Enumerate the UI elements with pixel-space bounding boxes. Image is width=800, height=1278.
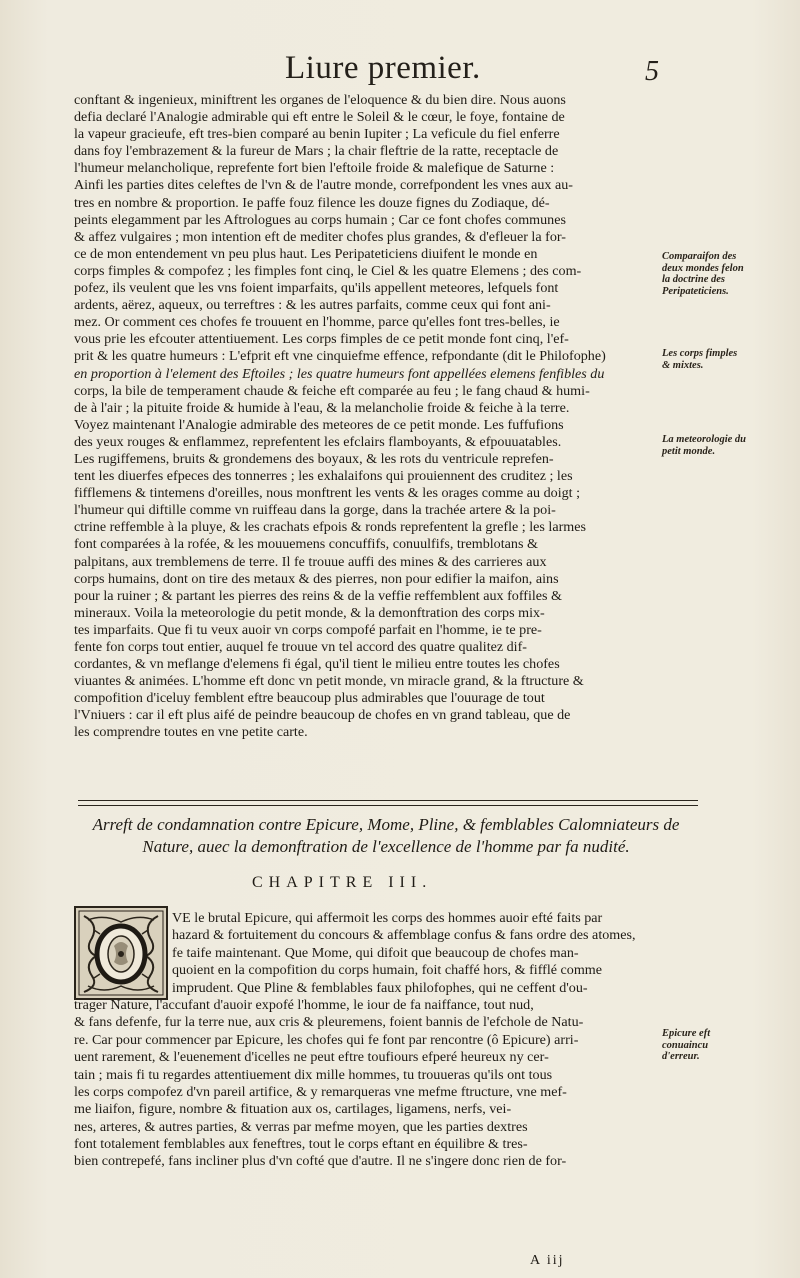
text-line: VE le brutal Epicure, qui affermoit les corps des hommes auoir efté faits par	[172, 910, 603, 926]
text-line: font totalement femblables aux feneftres, tout le corps eftant en équilibre & tres-	[74, 1136, 528, 1153]
text-line: Ainfi les parties dites celeftes de l'vn & de l'autre monde, correfpondent les vnes aux au-	[74, 177, 573, 194]
text-line: peints elegamment par les Aftrologues au corps humain ; Car ce font chofes communes	[74, 211, 566, 228]
text-line: font comparées à la rofée, & les mouuemens concuffifs, conuulfifs, tremblotans &	[74, 536, 538, 553]
text-line: conftant & ingenieux, miniftrent les organes de l'eloquence & du bien dire. Nous auons	[74, 92, 566, 108]
text-line: quoient en la compofition du corps humain, foit chaffé hors, & fifflé comme	[172, 962, 603, 979]
text-line: bien contrepefé, fans incliner plus d'vn cofté que d'autre. Il ne s'ingere donc rien de for-	[74, 1153, 567, 1170]
text-line: des yeux rouges & enflammez, reprefentent les efclairs flamboyants, & efpouuatables.	[74, 433, 562, 450]
body-text	[74, 92, 660, 742]
page-number: 5	[645, 56, 659, 87]
text-line: l'Vniuers : car il eft plus aifé de peindre beaucoup de chofes en vn grand tableau, que de	[74, 707, 571, 724]
section-divider	[78, 800, 698, 806]
text-line: ardents, aërez, aqueux, ou terreftres : & les autres parfaits, comme ceux qui font ani-	[74, 297, 551, 314]
text-line: pofez, ils veulent que les vns foient imparfaits, qu'ils appellent meteores, lefquels font	[74, 280, 559, 297]
text-line: palpitans, aux tremblemens de terre. Il fe trouue auffi des mines & des carrieres aux	[74, 553, 547, 570]
text-line: les corps compofez d'vn pareil artifice, & y remarqueras vne mefme ftructure, vne mef-	[74, 1083, 567, 1100]
text-line: defia declaré l'Analogie admirable qui eft entre le Soleil & le cœur, le foye, fontaine de	[74, 109, 565, 126]
running-title: Liure premier.	[285, 50, 481, 86]
text-line: uent rarement, & l'euenement d'icelles ne peut eftre toufiours efperé heureux ny cer-	[74, 1049, 549, 1066]
text-line: cordantes, & vn meflange d'elemens fi égal, qu'il tient le milieu entre toutes les chofes	[74, 656, 560, 673]
text-line: pour la ruiner ; & partant les pierres des reins & de la veffie reffemblent aux foffiles &	[74, 587, 563, 604]
text-line: l'humeur qui diftille comme vn ruiffeau dans la gorge, dans la trachée artere & la poi-	[74, 502, 556, 519]
signature-mark: A iij	[530, 1253, 565, 1268]
margin-note: Les corps fimples & mixtes.	[662, 348, 738, 371]
text-line: me liaifon, figure, nombre & fituation aux os, cartilages, ligamens, nerfs, vei-	[74, 1101, 512, 1118]
text-line: hazard & fortuitement du concours & affemblage confus & fans ordre des atomes,	[172, 927, 636, 944]
text-line: dans foy l'embrazement & la fureur de Mars ; la chair fleftrie de la ratte, receptacle de	[74, 143, 559, 160]
text-line: compofition d'iceluy femblent eftre beaucoup plus admirables que l'ouurage de tout	[74, 690, 545, 707]
section-heading	[76, 814, 696, 858]
text-line: de à l'air ; la pituite froide & humide à l'eau, & la melancholie froide & feiche à la terre.	[74, 399, 570, 416]
text-line-italic: en proportion à l'element des Eftoiles ; les quatre humeurs font appellées elemens fenfibles du	[74, 365, 605, 382]
margin-note: Comparaifon des deux mondes felon la doctrine des Peripateticiens.	[662, 251, 744, 297]
text-line: Les rugiffemens, bruits & grondemens des boyaux, & les rots du ventricule reprefen-	[74, 450, 554, 467]
text-line: trager Nature, l'accufant d'auoir expofé l'homme, le iour de fa naiffance, tout nud,	[74, 996, 534, 1013]
text-line: re. Car pour commencer par Epicure, les chofes qui fe font par rencontre (ô Epicure) arri-	[74, 1031, 579, 1048]
text-line: fe taife maintenant. Que Mome, qui difoit que beaucoup de chofes man-	[172, 944, 579, 961]
margin-note: La meteorologie du petit monde.	[662, 434, 746, 457]
text-line: mineraux. Voila la meteorologie du petit monde, & la demonftration des corps mix-	[74, 604, 545, 621]
text-line: imprudent. Que Pline & femblables faux philofophes, qui ne ceffent d'ou-	[172, 979, 588, 996]
text-line: tent les diuerfes efpeces des tonnerres ; les exhalaifons qui prouiennent des cruditez ; les	[74, 468, 573, 485]
text-line: mez. Or comment ces chofes fe trouuent en l'homme, parce qu'elles font tres-belles, ie	[74, 314, 560, 331]
text-line-italic: prit & les quatre humeurs : L'efprit eft vne cinquiefme effence, refpondante (dit le Philofophe)	[74, 348, 606, 365]
running-head	[0, 50, 800, 90]
section-heading-line: Arreft de condamnation contre Epicure, Mome, Pline, & femblables Calomniateurs de	[92, 815, 680, 834]
text-line: ce de mon entendement vn peu plus haut. Les Peripateticiens diuifent le monde en	[74, 245, 538, 262]
text-line: tes imparfaits. Que fi tu veux auoir vn corps compofé parfait en l'homme, ie te pre-	[74, 621, 542, 638]
text-line: corps fimples & compofez ; les fimples font cinq, le Ciel & les quatre Elemens ; des com-	[74, 262, 582, 279]
margin-note: Epicure eft conuaincu d'erreur.	[662, 1028, 711, 1062]
text-line: fente fon corps tout entier, auquel fe trouue vn tel accord des quatre qualitez dif-	[74, 639, 527, 655]
text-line: viuantes & animées. L'homme eft donc vn petit monde, vn miracle grand, & la ftructure &	[74, 673, 584, 690]
text-line: tres en nombre & proportion. Ie paffe fouz filence les douze fignes du Zodiaque, dé-	[74, 194, 550, 211]
text-line: les comprendre toutes en vne petite carte.	[74, 724, 308, 741]
text-line: ctrine reffemble à la pluye, & les crachats efpois & ronds reprefentent la grefle ; les larmes	[74, 519, 586, 536]
chapter-label: CHAPITRE III.	[252, 874, 433, 891]
text-line: & affez vulgaires ; mon intention eft de mediter chofes plus grandes, & d'efleuer la for-	[74, 228, 566, 245]
section-heading-line: Nature, auec la demonftration de l'excellence de l'homme par fa nudité.	[142, 837, 630, 856]
text-line: tain ; mais fi tu regardes attentiuement dix mille hommes, tu trouueras qu'ils ont tous	[74, 1066, 553, 1083]
text-line: corps, la bile de temperament chaude & feiche eft comparée au feu ; le fang chaud & humi-	[74, 382, 590, 399]
chapter-text	[74, 910, 660, 1171]
text-line: fifflemens & tintemens d'oreilles, nous monftrent les vents & les orages comme au doigt ;	[74, 485, 581, 502]
text-line: Voyez maintenant l'Analogie admirable des meteores de ce petit monde. Les fuffufions	[74, 416, 564, 433]
text-line: nes, arteres, & autres parties, & verras par mefme moyen, que les parties dextres	[74, 1118, 528, 1135]
text-line: vous prie les efcouter attentiuement. Les corps fimples de ce petit monde font cinq, l'ef-	[74, 331, 569, 348]
text-line: l'humeur melancholique, reprefente fort bien l'eftoile froide & malefique de Saturne :	[74, 160, 555, 177]
text-line: corps humains, dont on tire des metaux & des pierres, non pour edifier la maifon, ains	[74, 570, 559, 587]
text-line: la vapeur gracieufe, eft tres-bien comparé au benin Iupiter ; La veficule du fiel enferre	[74, 126, 560, 143]
text-line: & fans defenfe, fur la terre nue, aux cris & pleuremens, foient bannis de l'efchole de Natu-	[74, 1014, 584, 1031]
